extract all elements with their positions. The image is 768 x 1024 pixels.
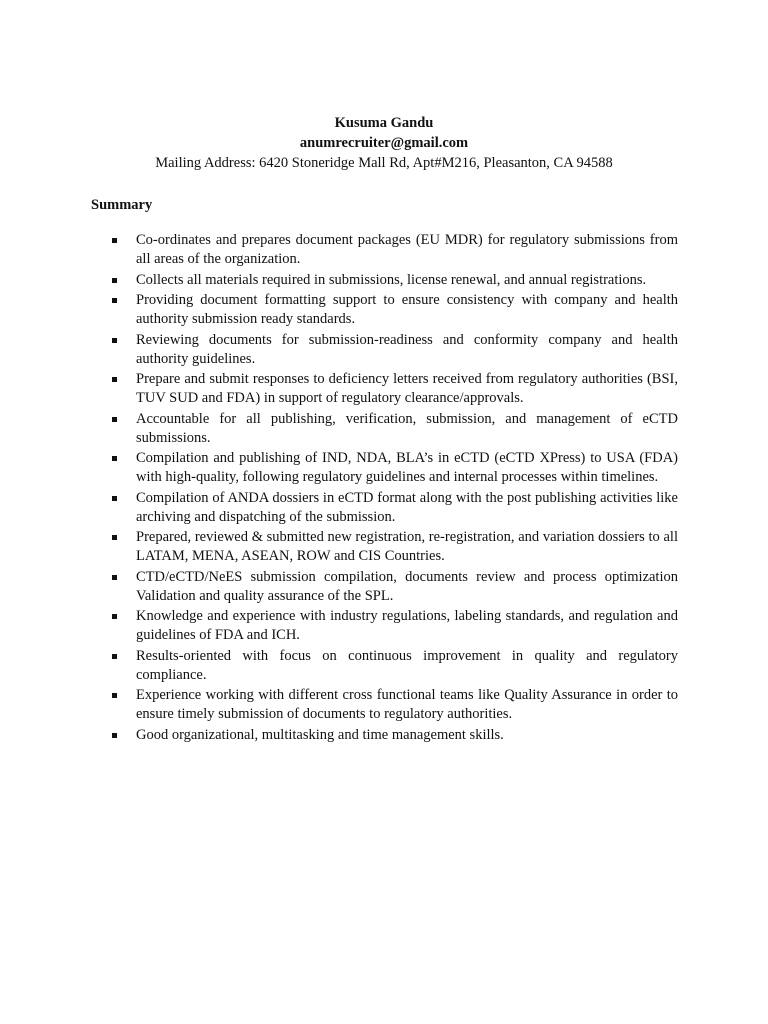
summary-item-text: Knowledge and experience with industry regulations, labeling standards, and regulation and guidelines of FDA and ICH. — [136, 608, 678, 643]
summary-item — [91, 686, 678, 724]
square-bullet-icon — [112, 575, 117, 580]
square-bullet-icon — [112, 654, 117, 659]
square-bullet-icon — [112, 238, 117, 243]
summary-item-text: Prepared, reviewed & submitted new registration, re-registration, and variation dossiers to all LATAM, MENA, ASEAN, ROW and CIS Countries. — [136, 529, 678, 564]
summary-item — [91, 647, 678, 685]
candidate-email: anumrecruiter@gmail.com — [299, 135, 469, 151]
summary-item-text: CTD/eCTD/NeES submission compilation, documents review and process optimization Validation and quality assurance of the SPL. — [136, 568, 678, 604]
square-bullet-icon — [112, 338, 117, 343]
square-bullet-icon — [112, 614, 117, 619]
summary-item — [91, 410, 678, 448]
summary-item-text: Prepare and submit responses to deficiency letters received from regulatory authorities (BSI, TUV SUD and FDA) in support of regulatory clearance/approvals. — [136, 371, 678, 406]
square-bullet-icon — [112, 377, 117, 382]
summary-item-text: Reviewing documents for submission-readiness and conformity company and health authority guidelines. — [136, 331, 678, 367]
mailing-address: Mailing Address: 6420 Stoneridge Mall Rd, Apt#M216, Pleasanton, CA 94588 — [155, 155, 613, 171]
square-bullet-icon — [112, 693, 117, 698]
summary-item — [91, 291, 678, 329]
summary-item — [91, 331, 678, 369]
summary-item — [91, 726, 678, 745]
square-bullet-icon — [112, 417, 117, 422]
square-bullet-icon — [112, 535, 117, 540]
summary-item-text: Compilation and publishing of IND, NDA, BLA’s in eCTD (eCTD XPress) to USA (FDA) with high-quality, following regulatory guidelines and internal processes within timelines. — [136, 450, 678, 485]
resume-header — [0, 113, 768, 173]
summary-item-text: Collects all materials required in submissions, license renewal, and annual registrations. — [136, 271, 647, 288]
summary-item — [91, 231, 678, 269]
summary-item-text: Results-oriented with focus on continuous improvement in quality and regulatory compliance. — [136, 647, 678, 683]
summary-list — [91, 231, 678, 746]
summary-item-text: Accountable for all publishing, verification, submission, and management of eCTD submissions. — [136, 410, 678, 446]
summary-item-text: Experience working with different cross functional teams like Quality Assurance in order to ensure timely submission of documents to regulatory authorities. — [136, 687, 678, 722]
summary-item — [91, 489, 678, 527]
summary-item — [91, 370, 678, 408]
square-bullet-icon — [112, 733, 117, 738]
square-bullet-icon — [112, 298, 117, 303]
summary-heading: Summary — [91, 197, 153, 213]
summary-item-text: Co-ordinates and prepares document packages (EU MDR) for regulatory submissions from all areas of the organization. — [136, 232, 678, 267]
square-bullet-icon — [112, 278, 117, 283]
summary-item-text: Compilation of ANDA dossiers in eCTD format along with the post publishing activities like archiving and dispatching of the submission. — [136, 489, 678, 525]
square-bullet-icon — [112, 456, 117, 461]
summary-item-text: Good organizational, multitasking and time management skills. — [136, 726, 504, 743]
square-bullet-icon — [112, 496, 117, 501]
summary-item — [91, 568, 678, 606]
candidate-name: Kusuma Gandu — [334, 115, 434, 131]
summary-item — [91, 528, 678, 566]
summary-item — [91, 449, 678, 487]
summary-item — [91, 271, 678, 290]
summary-item — [91, 607, 678, 645]
summary-item-text: Providing document formatting support to ensure consistency with company and health authority submission ready standards. — [136, 292, 678, 327]
